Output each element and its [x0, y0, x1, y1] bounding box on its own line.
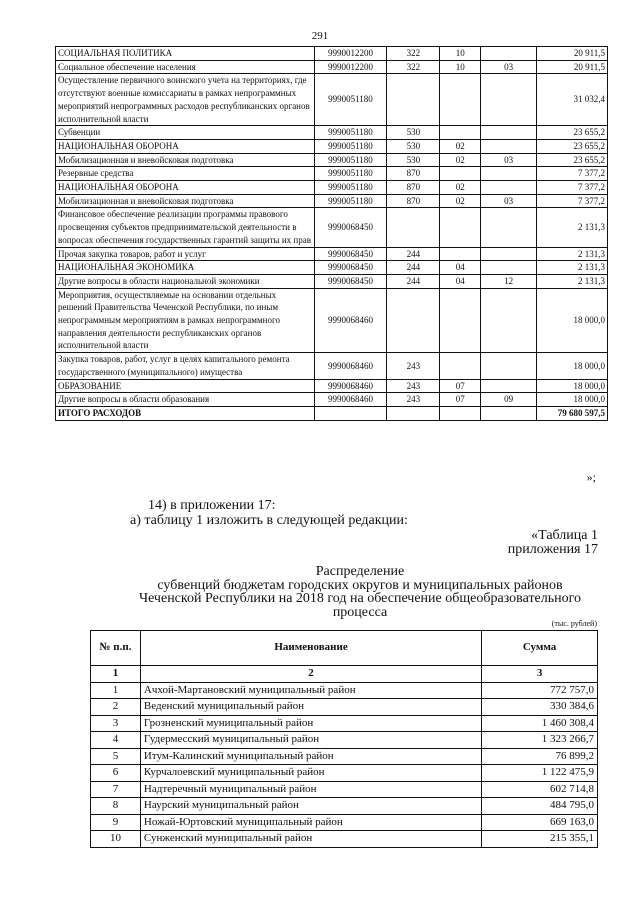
cell-vr: 322 — [387, 47, 440, 61]
row-number: 10 — [91, 831, 141, 848]
cell-code: 9990051180 — [314, 74, 387, 126]
subvention-table — [90, 630, 598, 848]
row-number: 8 — [91, 798, 141, 815]
empty-cell — [481, 406, 537, 420]
cell-pr: 03 — [481, 153, 537, 167]
cell-pr — [481, 47, 537, 61]
cell-pr — [481, 353, 537, 379]
cell-rz — [440, 126, 481, 140]
district-sum: 330 384,6 — [482, 699, 598, 716]
cell-rz: 02 — [440, 139, 481, 153]
cell-code: 9990012200 — [314, 47, 387, 61]
paragraph-14: 14) в приложении 17: — [148, 498, 276, 513]
cell-pr: 03 — [481, 194, 537, 208]
district-sum: 1 460 308,4 — [482, 715, 598, 732]
district-sum: 1 122 475,9 — [482, 765, 598, 782]
cell-rz: 02 — [440, 194, 481, 208]
table-row — [56, 181, 608, 195]
district-sum: 484 795,0 — [482, 798, 598, 815]
empty-cell — [314, 406, 387, 420]
district-name: Веденский муниципальный район — [140, 699, 481, 716]
table-row — [56, 208, 608, 247]
col-number: 3 — [482, 666, 598, 683]
cell-pr — [481, 379, 537, 393]
table-row — [56, 167, 608, 181]
row-number: 7 — [91, 781, 141, 798]
table-row — [56, 393, 608, 407]
cell-code: 9990051180 — [314, 167, 387, 181]
table-row — [56, 139, 608, 153]
cell-vr: 243 — [387, 379, 440, 393]
cell-name: ОБРАЗОВАНИЕ — [56, 379, 315, 393]
col-number: 1 — [91, 666, 141, 683]
cell-code: 9990068460 — [314, 393, 387, 407]
district-name: Ножай-Юртовский муниципальный район — [140, 814, 481, 831]
district-sum: 669 163,0 — [482, 814, 598, 831]
page-number: 291 — [311, 30, 329, 42]
cell-rz — [440, 288, 481, 353]
table-row — [91, 781, 598, 798]
cell-code: 9990068450 — [314, 274, 387, 288]
cell-vr — [387, 208, 440, 247]
closing-quote: »; — [586, 470, 596, 484]
cell-vr: 530 — [387, 153, 440, 167]
row-number: 1 — [91, 682, 141, 699]
cell-name: Закупка товаров, работ, услуг в целях капитального ремонта государственного (муниципального) имущества — [56, 353, 315, 379]
row-number: 5 — [91, 748, 141, 765]
cell-rz: 10 — [440, 60, 481, 74]
cell-name: НАЦИОНАЛЬНАЯ ОБОРОНА — [56, 139, 315, 153]
cell-sum: 18 000,0 — [537, 353, 608, 379]
district-name: Гудермесский муниципальный район — [140, 732, 481, 749]
total-label: ИТОГО РАСХОДОВ — [56, 406, 315, 420]
cell-name: Мобилизационная и вневойсковая подготовка — [56, 153, 315, 167]
title-line4: процесса — [332, 604, 388, 620]
title-line3: Чеченской Республики на 2018 год на обеспечение общеобразовательного — [138, 591, 582, 606]
cell-name: НАЦИОНАЛЬНАЯ ОБОРОНА — [56, 181, 315, 195]
district-sum: 76 899,2 — [482, 748, 598, 765]
table-row — [91, 682, 598, 699]
table-row — [91, 715, 598, 732]
cell-rz: 07 — [440, 379, 481, 393]
cell-rz: 02 — [440, 153, 481, 167]
cell-name: Мероприятия, осуществляемые на основании отдельных решений Правительства Чеченской Республики, по иным непрограммным мероприятиям в рамках непрограммного направления деятельности республиканских органов исполнительной власти — [56, 288, 315, 353]
cell-rz — [440, 247, 481, 261]
units-label: (тыс. рублей) — [551, 619, 597, 628]
cell-vr: 244 — [387, 247, 440, 261]
cell-code: 9990051180 — [314, 139, 387, 153]
cell-code: 9990068460 — [314, 288, 387, 353]
cell-sum: 7 377,2 — [537, 181, 608, 195]
title-line2: субвенций бюджетам городских округов и муниципальных районов — [157, 577, 563, 593]
table-row — [91, 831, 598, 848]
cell-sum: 7 377,2 — [537, 194, 608, 208]
cell-sum: 20 911,5 — [537, 60, 608, 74]
total-sum: 79 680 597,5 — [537, 406, 608, 420]
district-name: Надтеречный муниципальный район — [140, 781, 481, 798]
cell-code: 9990051180 — [314, 153, 387, 167]
table-row — [56, 126, 608, 140]
district-name: Курчалоевский муниципальный район — [140, 765, 481, 782]
cell-sum: 23 655,2 — [537, 139, 608, 153]
table-row — [56, 194, 608, 208]
cell-pr — [481, 74, 537, 126]
cell-code: 9990068450 — [314, 261, 387, 275]
cell-code: 9990068450 — [314, 208, 387, 247]
cell-code: 9990068460 — [314, 353, 387, 379]
district-name: Наурский муниципальный район — [140, 798, 481, 815]
cell-sum: 2 131,3 — [537, 208, 608, 247]
cell-rz: 10 — [440, 47, 481, 61]
cell-code: 9990051180 — [314, 126, 387, 140]
cell-sum: 18 000,0 — [537, 379, 608, 393]
cell-pr — [481, 139, 537, 153]
table-row — [56, 261, 608, 275]
cell-rz — [440, 74, 481, 126]
cell-vr: 530 — [387, 126, 440, 140]
district-name: Ачхой-Мартановский муниципальный район — [140, 682, 481, 699]
table-row — [56, 288, 608, 353]
table-row — [91, 748, 598, 765]
table-row — [56, 274, 608, 288]
header-num: № п.п. — [91, 631, 141, 666]
table-row — [56, 60, 608, 74]
expenses-table — [55, 46, 608, 421]
cell-pr: 03 — [481, 60, 537, 74]
table-row — [56, 74, 608, 126]
table-row — [91, 732, 598, 749]
cell-name: СОЦИАЛЬНАЯ ПОЛИТИКА — [56, 47, 315, 61]
row-number: 2 — [91, 699, 141, 716]
cell-name: Субвенции — [56, 126, 315, 140]
district-sum: 602 714,8 — [482, 781, 598, 798]
col-number: 2 — [140, 666, 481, 683]
district-sum: 215 355,1 — [482, 831, 598, 848]
cell-sum: 7 377,2 — [537, 167, 608, 181]
cell-name: Мобилизационная и вневойсковая подготовка — [56, 194, 315, 208]
cell-sum: 23 655,2 — [537, 153, 608, 167]
cell-vr: 244 — [387, 274, 440, 288]
header-sum: Сумма — [482, 631, 598, 666]
cell-vr: 243 — [387, 353, 440, 379]
cell-name: Другие вопросы в области национальной экономики — [56, 274, 315, 288]
table-row — [91, 765, 598, 782]
cell-name: Осуществление первичного воинского учета на территориях, где отсутствуют военные комиссариаты в рамках непрограммных мероприятий непрограммных расходов республиканских органов исполнительной власти — [56, 74, 315, 126]
cell-pr: 09 — [481, 393, 537, 407]
cell-name: Финансовое обеспечение реализации программы правового просвещения субъектов предпринимательской деятельности в вопросах обеспечения государственных гарантий защиты их прав — [56, 208, 315, 247]
cell-code: 9990051180 — [314, 181, 387, 195]
cell-sum: 18 000,0 — [537, 288, 608, 353]
row-number: 9 — [91, 814, 141, 831]
cell-pr — [481, 288, 537, 353]
cell-sum: 2 131,3 — [537, 274, 608, 288]
cell-vr — [387, 288, 440, 353]
cell-vr: 243 — [387, 393, 440, 407]
cell-sum: 31 032,4 — [537, 74, 608, 126]
cell-pr — [481, 208, 537, 247]
district-sum: 1 323 266,7 — [482, 732, 598, 749]
cell-pr: 12 — [481, 274, 537, 288]
cell-name: НАЦИОНАЛЬНАЯ ЭКОНОМИКА — [56, 261, 315, 275]
cell-rz — [440, 208, 481, 247]
cell-sum: 2 131,3 — [537, 261, 608, 275]
table-row — [56, 47, 608, 61]
cell-code: 9990051180 — [314, 194, 387, 208]
cell-vr: 870 — [387, 167, 440, 181]
table-row — [56, 247, 608, 261]
cell-name: Социальное обеспечение населения — [56, 60, 315, 74]
cell-sum: 2 131,3 — [537, 247, 608, 261]
cell-rz — [440, 167, 481, 181]
row-number: 3 — [91, 715, 141, 732]
cell-pr — [481, 247, 537, 261]
table-row — [56, 153, 608, 167]
table-ref-line1: «Таблица 1 — [531, 528, 598, 543]
cell-pr — [481, 261, 537, 275]
cell-name: Другие вопросы в области образования — [56, 393, 315, 407]
table-title — [60, 565, 640, 619]
cell-rz: 07 — [440, 393, 481, 407]
cell-sum: 20 911,5 — [537, 47, 608, 61]
table-ref-line2: приложения 17 — [507, 542, 598, 557]
district-name: Итум-Калинский муниципальный район — [140, 748, 481, 765]
cell-rz: 02 — [440, 181, 481, 195]
cell-code: 9990012200 — [314, 60, 387, 74]
table-row — [91, 798, 598, 815]
cell-rz — [440, 353, 481, 379]
table-row — [91, 814, 598, 831]
cell-sum: 23 655,2 — [537, 126, 608, 140]
table-row — [56, 353, 608, 379]
empty-cell — [440, 406, 481, 420]
cell-vr: 322 — [387, 60, 440, 74]
cell-name: Прочая закупка товаров, работ и услуг — [56, 247, 315, 261]
title-line1: Распределение — [315, 564, 405, 579]
header-name: Наименование — [140, 631, 481, 666]
row-number: 6 — [91, 765, 141, 782]
cell-pr — [481, 181, 537, 195]
table-row — [91, 699, 598, 716]
district-sum: 772 757,0 — [482, 682, 598, 699]
row-number: 4 — [91, 732, 141, 749]
cell-vr — [387, 74, 440, 126]
cell-sum: 18 000,0 — [537, 393, 608, 407]
empty-cell — [387, 406, 440, 420]
cell-vr: 870 — [387, 181, 440, 195]
district-name: Грозненский муниципальный район — [140, 715, 481, 732]
cell-name: Резервные средства — [56, 167, 315, 181]
cell-pr — [481, 126, 537, 140]
cell-rz: 04 — [440, 274, 481, 288]
cell-pr — [481, 167, 537, 181]
total-row — [56, 406, 608, 420]
cell-code: 9990068460 — [314, 379, 387, 393]
paragraph-a: а) таблицу 1 изложить в следующей редакции: — [130, 513, 408, 528]
cell-vr: 530 — [387, 139, 440, 153]
cell-vr: 870 — [387, 194, 440, 208]
table-row — [56, 379, 608, 393]
cell-code: 9990068450 — [314, 247, 387, 261]
district-name: Сунженский муниципальный район — [140, 831, 481, 848]
cell-rz: 04 — [440, 261, 481, 275]
cell-vr: 244 — [387, 261, 440, 275]
